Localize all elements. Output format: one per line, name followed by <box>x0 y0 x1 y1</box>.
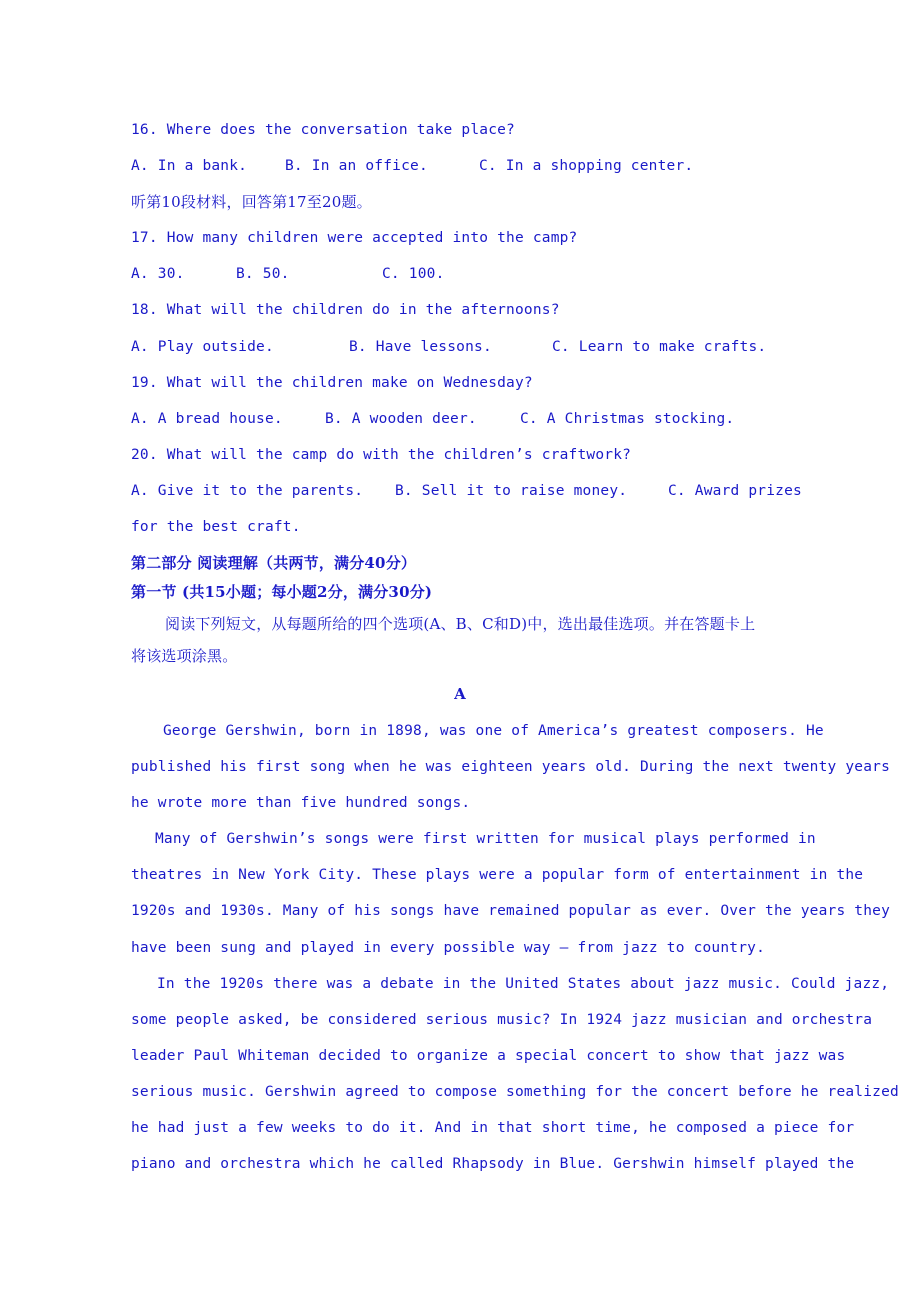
option-a: A. A bread house. <box>131 411 283 427</box>
section-one-heading: 第一节 (共15小题；每小题2分，满分30分) <box>131 583 433 601</box>
question-17: 17. How many children were accepted into the camp? <box>131 230 578 246</box>
passage-line: he had just a few weeks to do it. And in that short time, he composed a piece for <box>131 1120 855 1136</box>
passage-line: some people asked, be considered serious music? In 1924 jazz musician and orchestra <box>131 1012 873 1028</box>
question-20: 20. What will the camp do with the children’s craftwork? <box>131 447 632 463</box>
passage-line: theatres in New York City. These plays were a popular form of entertainment in the <box>131 867 864 883</box>
part-two-heading: 第二部分 阅读理解（共两节，满分40分） <box>131 554 417 572</box>
option-b: B. 50. <box>236 266 290 282</box>
reading-instructions-line-1: 阅读下列短文，从每题所给的四个选项(A、B、C和D)中，选出最佳选项。并在答题卡上 <box>165 615 756 633</box>
option-a: A. Play outside. <box>131 339 274 355</box>
passage-line: piano and orchestra which he called Rhapsody in Blue. Gershwin himself played the <box>131 1156 855 1172</box>
passage-title: A <box>454 685 466 703</box>
option-b: B. A wooden deer. <box>325 411 477 427</box>
section-10-instruction: 听第10段材料，回答第17至20题。 <box>131 193 372 211</box>
passage-line: he wrote more than five hundred songs. <box>131 795 471 811</box>
passage-line: have been sung and played in every possible way — from jazz to country. <box>131 940 766 956</box>
reading-instructions-line-2: 将该选项涂黑。 <box>131 647 238 665</box>
passage-line: In the 1920s there was a debate in the United States about jazz music. Could jazz, <box>157 976 890 992</box>
option-b: B. In an office. <box>285 158 428 174</box>
option-b: B. Have lessons. <box>349 339 492 355</box>
option-c: C. A Christmas stocking. <box>520 411 735 427</box>
passage-line: published his first song when he was eighteen years old. During the next twenty years <box>131 759 891 775</box>
option-b: B. Sell it to raise money. <box>395 483 628 499</box>
passage-line: leader Paul Whiteman decided to organize a special concert to show that jazz was <box>131 1048 846 1064</box>
question-16: 16. Where does the conversation take place? <box>131 122 515 138</box>
passage-line: 1920s and 1930s. Many of his songs have remained popular as ever. Over the years they <box>131 903 891 919</box>
option-a: A. In a bank. <box>131 158 248 174</box>
question-18: 18. What will the children do in the afternoons? <box>131 302 560 318</box>
question-19: 19. What will the children make on Wednesday? <box>131 375 533 391</box>
passage-line: George Gershwin, born in 1898, was one of America’s greatest composers. He <box>163 723 824 739</box>
option-a: A. Give it to the parents. <box>131 483 364 499</box>
option-c: C. Learn to make crafts. <box>552 339 767 355</box>
option-c: C. 100. <box>382 266 445 282</box>
option-c: C. Award prizes <box>668 483 802 499</box>
passage-line: Many of Gershwin’s songs were first written for musical plays performed in <box>155 831 816 847</box>
question-20-continuation: for the best craft. <box>131 519 301 535</box>
option-a: A. 30. <box>131 266 185 282</box>
option-c: C. In a shopping center. <box>479 158 694 174</box>
passage-line: serious music. Gershwin agreed to compose something for the concert before he realized <box>131 1084 899 1100</box>
